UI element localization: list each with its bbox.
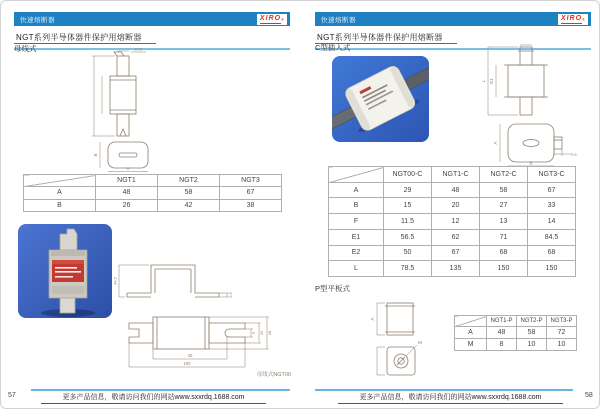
cell: 67 (528, 182, 576, 198)
left-header-label: 快速熔断器 (20, 16, 55, 24)
cell: 78.5 (384, 261, 432, 277)
cell: 10 (547, 338, 577, 350)
brand-logo-text: XIRO (259, 14, 282, 22)
brand-reg-mark: ® (582, 16, 585, 22)
cell: 56.5 (384, 229, 432, 245)
table-row (329, 182, 576, 198)
cell: 58 (158, 187, 220, 199)
cell: 15 (384, 198, 432, 214)
dim-label: 28 (268, 330, 272, 336)
busbar-fuse-photo (18, 224, 112, 318)
cell: 8 (487, 338, 517, 350)
dim-label: 9 (252, 331, 256, 335)
cell: 62 (432, 229, 480, 245)
dim-label: A (493, 141, 498, 145)
row-label: B (329, 198, 384, 214)
busbar-spec-table (23, 174, 282, 212)
c-insert-fuse-drawing (480, 44, 584, 168)
drawing-caption: 母线式NGT00 (256, 372, 291, 378)
row-label: A (329, 182, 384, 198)
cell: 33 (528, 198, 576, 214)
cell: 50 (384, 245, 432, 261)
column-header: NGT3-P (547, 316, 577, 327)
row-label: A (455, 326, 487, 338)
table-row (455, 326, 577, 338)
left-header-bar (14, 12, 290, 26)
cell: 68 (480, 245, 528, 261)
cell: 38 (220, 199, 282, 211)
cell: 48 (432, 182, 480, 198)
dim-label: 40 (187, 353, 193, 358)
dim-label: B (529, 160, 533, 166)
cell: 68 (528, 245, 576, 261)
section-label-p-plate: P型平板式 (315, 284, 351, 293)
busbar-fuse-photo-art (18, 224, 112, 318)
dim-label: 20 (260, 330, 264, 336)
cell: 12 (432, 214, 480, 230)
cell: 135 (432, 261, 480, 277)
p-plate-fuse-drawing (369, 297, 425, 389)
c-insert-fuse-photo (332, 56, 429, 142)
cell: 67 (220, 187, 282, 199)
cell: 84.5 (528, 229, 576, 245)
right-footer-text: 更多产品信息，敬请访问我们的网站www.sxxrdq.1688.com (338, 392, 563, 404)
column-header: NGT1 (96, 175, 158, 187)
cell: 72 (547, 326, 577, 338)
table-row (329, 229, 576, 245)
right-page-number: 58 (585, 392, 593, 399)
right-brand-logo (558, 14, 588, 25)
table-row (455, 338, 577, 350)
cell: 14 (528, 214, 576, 230)
left-page-number: 57 (8, 392, 16, 399)
column-header: NGT00-C (384, 167, 432, 183)
cell: 48 (96, 187, 158, 199)
dim-label: 10.5 (134, 46, 142, 52)
cell: 29 (384, 182, 432, 198)
right-page-title: NGT系列半导体器件保护用熔断器 (315, 33, 457, 44)
table-corner-cell (455, 316, 487, 327)
dim-label: 100 (183, 361, 191, 366)
row-label: A (24, 187, 96, 199)
p-plate-spec-table (454, 315, 577, 351)
dim-label: 2.5 (571, 153, 577, 157)
row-label: E2 (329, 245, 384, 261)
table-row (329, 214, 576, 230)
cell: 10 (517, 338, 547, 350)
dim-label: 2.5 (229, 292, 233, 298)
row-label: L (329, 261, 384, 277)
right-header-label: 快速熔断器 (321, 16, 356, 24)
dim-label: 44.5 (113, 277, 118, 285)
table-row (329, 245, 576, 261)
dim-label: A (126, 166, 130, 171)
table-row (24, 199, 282, 211)
cell: 150 (528, 261, 576, 277)
busbar-mount-drawing (113, 253, 293, 379)
dim-label: L (481, 79, 486, 83)
dim-label: A (370, 317, 375, 321)
column-header: NGT2 (158, 175, 220, 187)
section-label-busbar: 母线式 (14, 44, 37, 53)
dim-label: M (418, 340, 422, 345)
table-row (24, 187, 282, 199)
right-header-bar (315, 12, 591, 26)
dim-label: B (93, 153, 98, 157)
left-brand-logo (257, 14, 287, 25)
section-label-c-insert: C型插入式 (315, 43, 351, 52)
cell: 13 (480, 214, 528, 230)
cell: 42 (158, 199, 220, 211)
left-footer-text: 更多产品信息，敬请访问我们的网站www.sxxrdq.1688.com (41, 392, 266, 404)
row-label: M (455, 338, 487, 350)
row-label: B (24, 199, 96, 211)
right-footer-rule (315, 389, 573, 391)
column-header: NGT1-P (487, 316, 517, 327)
table-header-row (329, 167, 576, 183)
busbar-fuse-drawing (56, 46, 241, 173)
left-page-title: NGT系列半导体器件保护用熔断器 (14, 33, 156, 44)
cell: 67 (432, 245, 480, 261)
column-header: NGT1-C (432, 167, 480, 183)
cell: 58 (517, 326, 547, 338)
c-insert-spec-table (328, 166, 576, 277)
row-label: F (329, 214, 384, 230)
row-label: E1 (329, 229, 384, 245)
cell: 58 (480, 182, 528, 198)
column-header: NGT3-C (528, 167, 576, 183)
c-insert-fuse-photo-art (332, 56, 429, 142)
cell: 48 (487, 326, 517, 338)
table-row (329, 198, 576, 214)
dim-label: E1 (489, 78, 494, 84)
cell: 20 (432, 198, 480, 214)
table-corner-cell (329, 167, 384, 183)
cell: 11.5 (384, 214, 432, 230)
cell: 27 (480, 198, 528, 214)
cell: 26 (96, 199, 158, 211)
cell: 150 (480, 261, 528, 277)
table-corner-cell (24, 175, 96, 187)
table-header-row (24, 175, 282, 187)
left-footer-rule (31, 389, 290, 391)
brand-reg-mark: ® (281, 16, 284, 22)
column-header: NGT2-P (517, 316, 547, 327)
column-header: NGT2-C (480, 167, 528, 183)
table-header-row (455, 316, 577, 327)
table-row (329, 261, 576, 277)
brand-logo-text: XIRO (560, 14, 583, 22)
column-header: NGT3 (220, 175, 282, 187)
cell: 71 (480, 229, 528, 245)
